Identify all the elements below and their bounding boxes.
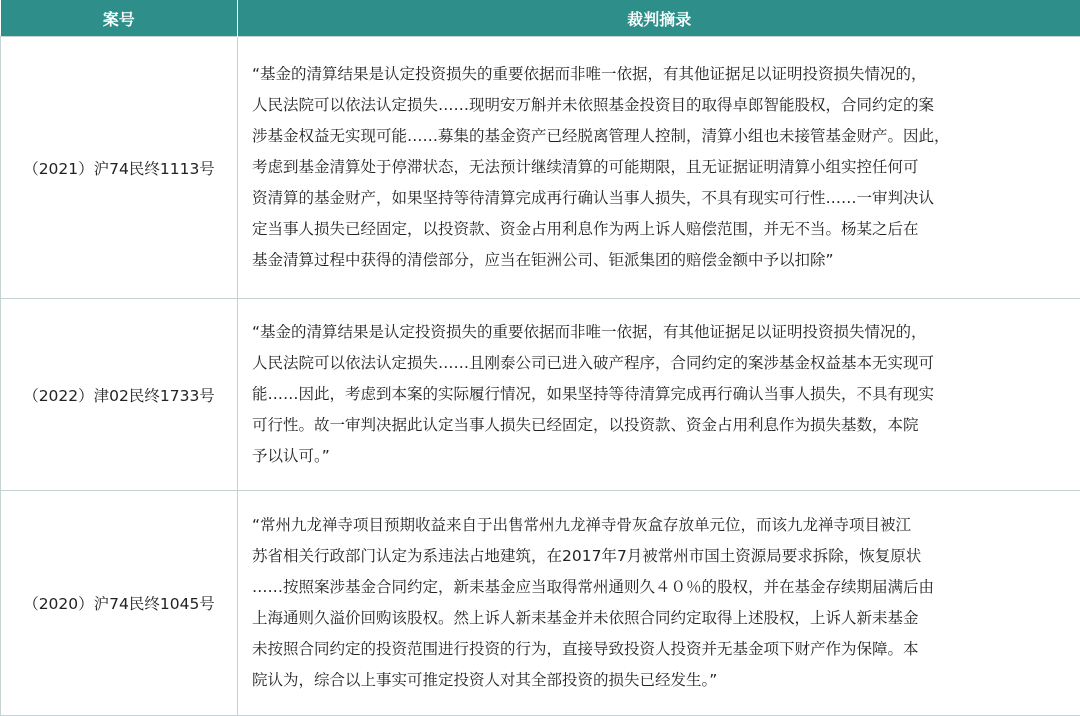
excerpt-line: “基金的清算结果是认定投资损失的重要依据而非唯一依据，有其他证据足以证明投资损失情况的， — [252, 59, 1072, 90]
case-number-cell: （2020）沪74民终1045号 — [1, 491, 238, 716]
table-row — [1, 491, 1080, 716]
case-number-cell: （2022）津02民终1733号 — [1, 299, 238, 491]
excerpt-line: 上海通则久溢价回购该股权。然上诉人新耒基金并未依照合同约定取得上述股权，上诉人新耒基金 — [252, 603, 1072, 634]
excerpt-line: 人民法院可以依法认定损失……且刚泰公司已进入破产程序，合同约定的案涉基金权益基本无实现可 — [252, 348, 1072, 379]
excerpt-line: 可行性。故一审判决据此认定当事人损失已经固定，以投资款、资金占用利息作为损失基数，本院 — [252, 410, 1072, 441]
excerpt-line: 基金清算过程中获得的清偿部分，应当在钜洲公司、钜派集团的赔偿金额中予以扣除” — [252, 245, 1072, 276]
excerpt-cell — [238, 491, 1080, 716]
excerpt-line: 予以认可。” — [252, 441, 1072, 472]
excerpt-line: 未按照合同约定的投资范围进行投资的行为，直接导致投资人投资并无基金项下财产作为保障。本 — [252, 634, 1072, 665]
header-judgment-excerpt: 裁判摘录 — [238, 0, 1080, 37]
excerpt-line: “常州九龙禅寺项目预期收益来自于出售常州九龙禅寺骨灰盒存放单元位，而该九龙禅寺项目被江 — [252, 510, 1072, 541]
excerpt-line: 人民法院可以依法认定损失……现明安万斛并未依照基金投资目的取得卓郎智能股权，合同约定的案 — [252, 90, 1072, 121]
header-case-number: 案号 — [1, 0, 238, 37]
excerpt-line: 定当事人损失已经固定，以投资款、资金占用利息作为两上诉人赔偿范围，并无不当。杨某之后在 — [252, 214, 1072, 245]
table-header — [1, 0, 1080, 37]
table-row — [1, 37, 1080, 299]
excerpt-line: 苏省相关行政部门认定为系违法占地建筑，在2017年7月被常州市国土资源局要求拆除，恢复原状 — [252, 541, 1072, 572]
table-row — [1, 299, 1080, 491]
excerpt-line: 院认为，综合以上事实可推定投资人对其全部投资的损失已经发生。” — [252, 665, 1072, 696]
excerpt-line: 能……因此，考虑到本案的实际履行情况，如果坚持等待清算完成再行确认当事人损失，不具有现实 — [252, 379, 1072, 410]
excerpt-cell — [238, 37, 1080, 299]
excerpt-line: 考虑到基金清算处于停滞状态，无法预计继续清算的可能期限，且无证据证明清算小组实控任何可 — [252, 152, 1072, 183]
case-number-cell: （2021）沪74民终1113号 — [1, 37, 238, 299]
excerpt-line: 资清算的基金财产，如果坚持等待清算完成再行确认当事人损失，不具有现实可行性……一审判决认 — [252, 183, 1072, 214]
excerpt-cell — [238, 299, 1080, 491]
excerpt-line: 涉基金权益无实现可能……募集的基金资产已经脱离管理人控制，清算小组也未接管基金财产。因此， — [252, 121, 1072, 152]
excerpt-line: ……按照案涉基金合同约定，新耒基金应当取得常州通则久４０％的股权，并在基金存续期届满后由 — [252, 572, 1072, 603]
excerpt-line: “基金的清算结果是认定投资损失的重要依据而非唯一依据，有其他证据足以证明投资损失情况的， — [252, 317, 1072, 348]
